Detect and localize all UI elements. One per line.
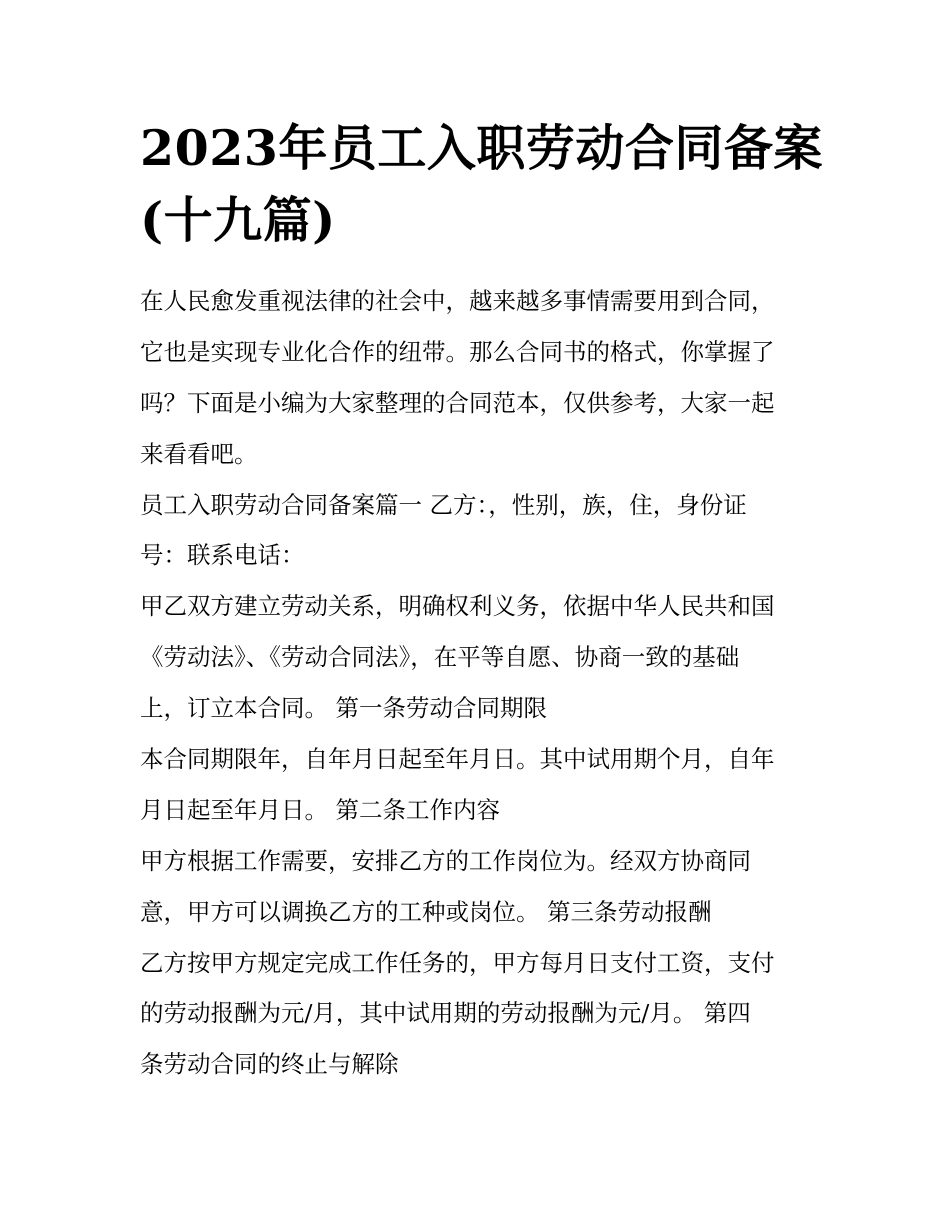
body-line: 月日起至年月日。 第二条工作内容 (140, 795, 500, 824)
document-title (140, 112, 823, 256)
body-line: 乙方按甲方规定完成工作任务的，甲方每月日支付工资，支付 (140, 948, 775, 977)
title-line: (十九篇) (140, 191, 336, 249)
body-line: 甲乙双方建立劳动关系，明确权利义务，依据中华人民共和国 (140, 592, 775, 621)
body-line: 《劳动法》、《劳动合同法》，在平等自愿、协商一致的基础 (140, 643, 740, 672)
body-line: 在人民愈发重视法律的社会中，越来越多事情需要用到合同， (140, 287, 775, 315)
body-line: 号：联系电话： (140, 541, 305, 570)
body-line: 上，订立本合同。 第一条劳动合同期限 (140, 694, 547, 723)
document-body (140, 276, 820, 1090)
body-line: 的劳动报酬为元/月，其中试用期的劳动报酬为元/月。 第四 (140, 999, 751, 1028)
body-line: 吗？下面是小编为大家整理的合同范本，仅供参考，大家一起 (140, 388, 775, 417)
body-line: 来看看吧。 (140, 439, 258, 468)
body-line: 员工入职劳动合同备案篇一 乙方：，性别，族，住，身份证 (140, 490, 747, 519)
body-line: 它也是实现专业化合作的纽带。那么合同书的格式，你掌握了 (140, 337, 775, 366)
title-line: 2023年员工入职劳动合同备案 (140, 119, 823, 177)
body-line: 甲方根据工作需要，安排乙方的工作岗位为。经双方协商同 (140, 846, 751, 875)
body-line: 条劳动合同的终止与解除 (140, 1050, 399, 1079)
body-line: 本合同期限年，自年月日起至年月日。其中试用期个月，自年 (140, 745, 775, 774)
body-line: 意，甲方可以调换乙方的工种或岗位。 第三条劳动报酬 (140, 897, 712, 926)
